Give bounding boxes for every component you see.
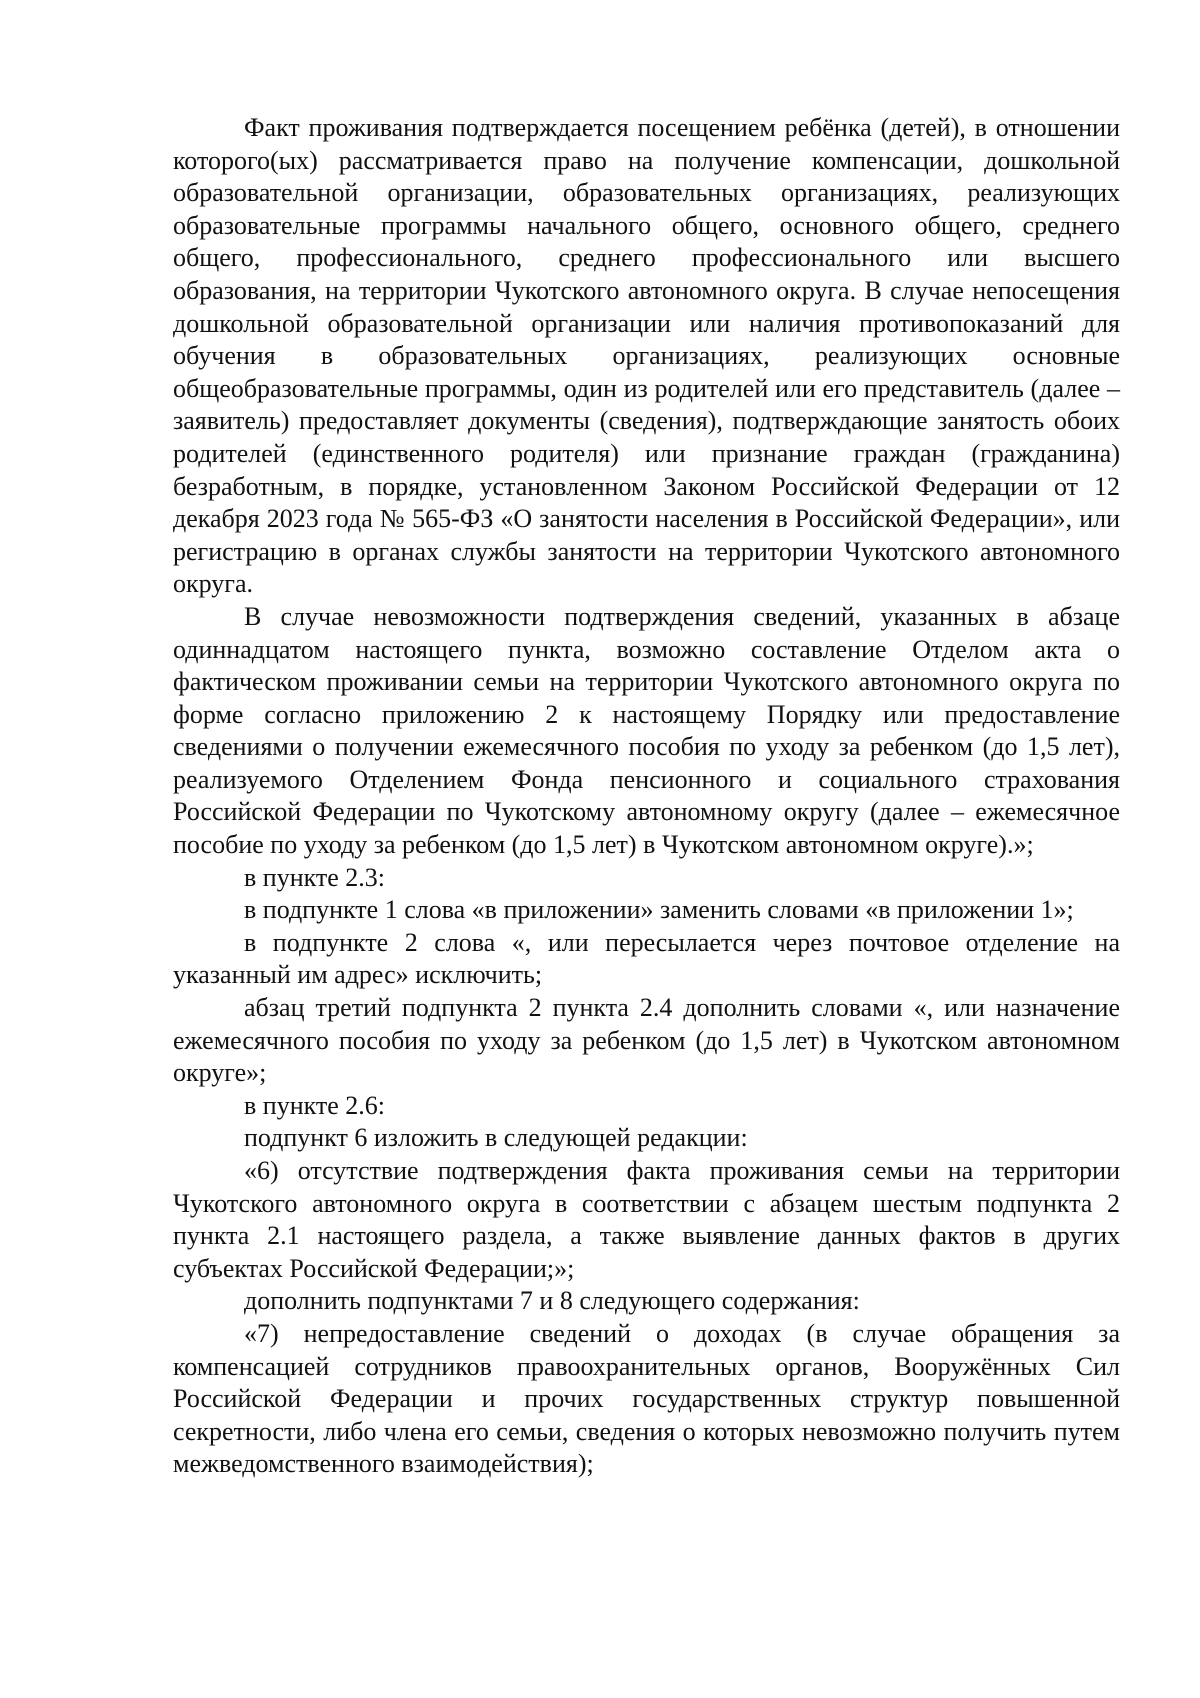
paragraph-add-subclauses: дополнить подпунктами 7 и 8 следующего содержания: — [244, 1286, 860, 1316]
document-page — [173, 112, 1120, 1481]
paragraph-subclause-6-text: «6) отсутствие подтверждения факта проживания семьи на территории Чукотского автономного округа в соответствии с абзацем шестым подпункта 2 пункта 2.1 настоящего раздела, а также выявление данных фактов в других субъектах Российской Федерации;»; — [173, 1156, 1120, 1283]
paragraph-subclause-2: в подпункте 2 слова «, или пересылается через почтовое отделение на указанный им адрес» исключить; — [173, 927, 1120, 990]
paragraph-clause-2-3: в пункте 2.3: — [244, 862, 386, 892]
paragraph-subclause-1: в подпункте 1 слова «в приложении» заменить словами «в приложении 1»; — [244, 895, 1074, 925]
paragraph-residence-confirmation: Факт проживания подтверждается посещением ребёнка (детей), в отношении которого(ых) рассматривается право на получение компенсации, дошкольной образовательной организации, образовательных организациях, реализующих образовательные программы начального общего, основного общего, среднего общего, профессионального, среднего профессионального или высшего образования, на территории Чукотского автономного округа. В случае непосещения дошкольной образовательной организации или наличия противопоказаний для обучения в образовательных организациях, реализующих основные общеобразовательные программы, один из родителей или его представитель (далее – заявитель) предоставляет документы (сведения), подтверждающие занятость обоих родителей (единственного родителя) или признание граждан (гражданина) безработным, в порядке, установленном Законом Российской Федерации от 12 декабря 2023 года № 565-ФЗ «О занятости населения в Российской Федерации», или регистрацию в органах службы занятости на территории Чукотского автономного округа. — [173, 113, 1120, 599]
paragraph-clause-2-4: абзац третий подпункта 2 пункта 2.4 дополнить словами «, или назначение ежемесячного пособия по уходу за ребенком (до 1,5 лет) в Чукотском автономном округе»; — [173, 993, 1120, 1088]
paragraph-residence-act: В случае невозможности подтверждения сведений, указанных в абзаце одиннадцатом настоящего пункта, возможно составление Отделом акта о фактическом проживании семьи на территории Чукотского автономного округа по форме согласно приложению 2 к настоящему Порядку или предоставление сведениями о получении ежемесячного пособия по уходу за ребенком (до 1,5 лет), реализуемого Отделением Фонда пенсионного и социального страхования Российской Федерации по Чукотскому автономному округу (далее – ежемесячное пособие по уходу за ребенком (до 1,5 лет) в Чукотском автономном округе).»; — [173, 601, 1120, 860]
paragraph-subclause-6-intro: подпункт 6 изложить в следующей редакции: — [244, 1123, 748, 1153]
paragraph-subclause-7: «7) непредоставление сведений о доходах (в случае обращения за компенсацией сотрудников правоохранительных органов, Вооружённых Сил Российской Федерации и прочих государственных структур повышенной секретности, либо члена его семьи, сведения о которых невозможно получить путем межведомственного взаимодействия); — [173, 1318, 1120, 1479]
paragraph-clause-2-6: в пункте 2.6: — [244, 1090, 386, 1120]
